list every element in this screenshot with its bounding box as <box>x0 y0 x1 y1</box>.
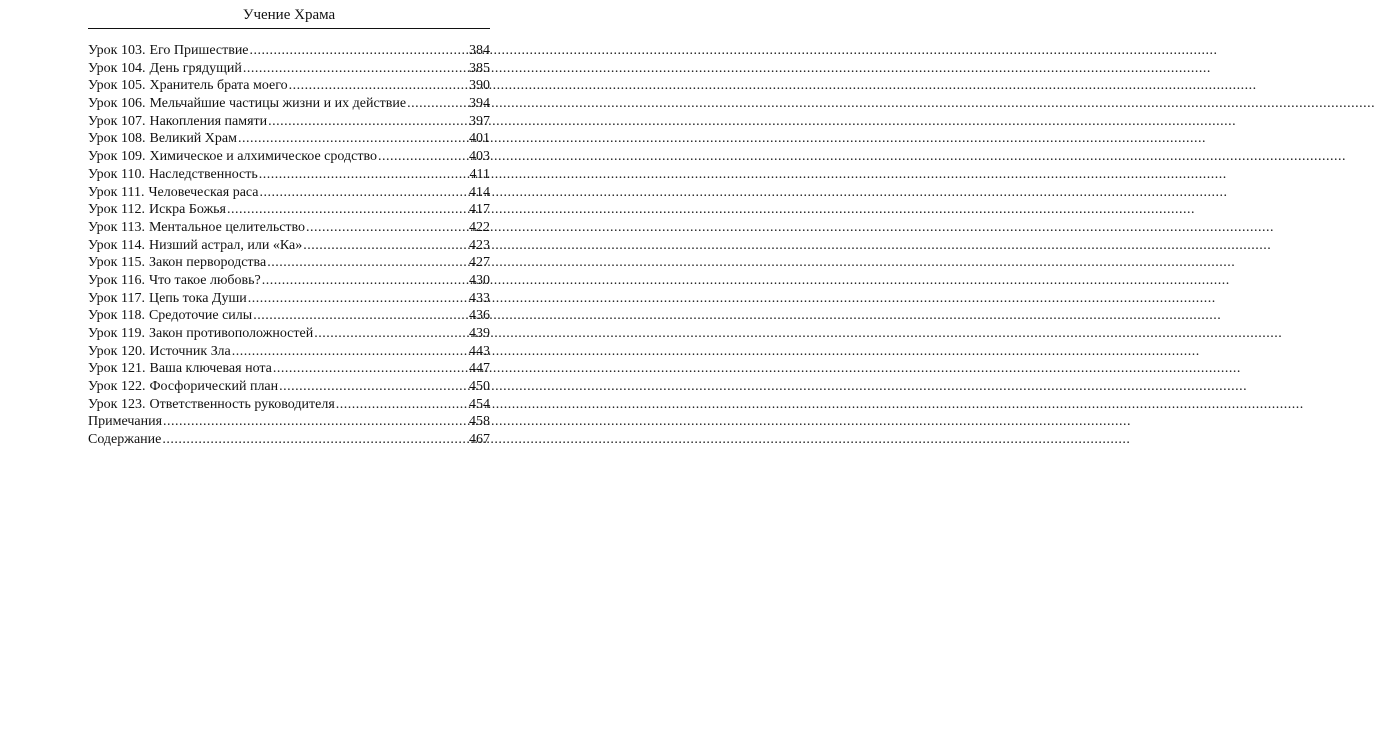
toc-entry[interactable] <box>88 290 490 308</box>
toc-entry-title: Закон противоположностей <box>148 326 314 341</box>
toc-dot-leader <box>314 325 468 343</box>
toc-entry-number: Урок 115. <box>88 255 145 271</box>
toc-entry-page-number: 458 <box>469 414 490 430</box>
toc-entry-number: Урок 120. <box>88 343 146 359</box>
toc-dot-leader <box>162 431 468 449</box>
toc-dot-leader <box>306 219 468 237</box>
toc-entry-page-number: 401 <box>469 131 490 147</box>
toc-entry-page-number: 447 <box>469 361 490 377</box>
toc-entry-page-number: 422 <box>469 219 490 235</box>
toc-entry-number: Урок 116. <box>88 272 145 288</box>
toc-entry[interactable] <box>88 184 490 202</box>
toc-entry[interactable] <box>88 42 490 60</box>
toc-entry-number: Урок 103. <box>88 43 146 58</box>
toc-entry-title: Великий Храм <box>149 131 237 147</box>
toc-entry-number: Урок 113. <box>88 219 145 235</box>
toc-entry[interactable] <box>88 325 490 343</box>
toc-entry[interactable] <box>88 201 490 219</box>
toc-entry-page-number: 450 <box>469 379 490 395</box>
toc-dot-leader <box>238 130 468 148</box>
toc-entry-title: Искра Божья <box>148 202 226 218</box>
toc-entry-title: Источник Зла <box>149 343 231 359</box>
toc-entry[interactable] <box>88 431 490 449</box>
toc-entry[interactable] <box>88 413 490 431</box>
toc-dot-leader <box>267 254 468 272</box>
toc-entry-page-number: 430 <box>469 272 490 288</box>
toc-dot-leader <box>407 95 468 113</box>
toc-entry-title: Примечания <box>88 414 163 430</box>
toc-entry-page-number: 454 <box>469 396 490 412</box>
toc-entry-number: Урок 111. <box>88 184 145 200</box>
toc-entry[interactable] <box>88 219 490 237</box>
toc-entry-number: Урок 121. <box>88 361 146 377</box>
toc-dot-leader <box>253 307 468 325</box>
toc-entry[interactable] <box>88 60 490 78</box>
toc-dot-leader <box>336 396 468 414</box>
toc-entry-page-number: 403 <box>469 149 490 165</box>
toc-entry[interactable] <box>88 166 490 184</box>
toc-entry-number: Урок 110. <box>88 166 145 182</box>
toc-entry-title: Его Пришествие <box>149 43 249 58</box>
toc-entry[interactable] <box>88 113 490 131</box>
toc-entry-title: Содержание <box>88 432 162 448</box>
toc-dot-leader <box>248 290 468 308</box>
toc-entry-number: Урок 112. <box>88 202 145 218</box>
toc-entry-title: Ментальное целительство <box>148 219 306 235</box>
toc-entry[interactable] <box>88 378 490 396</box>
toc-dot-leader <box>279 378 468 396</box>
toc-entry-page-number: 411 <box>469 166 490 182</box>
toc-entry-page-number: 384 <box>469 43 490 58</box>
toc-dot-leader <box>163 413 468 431</box>
toc-entry-title: Цепь тока Души <box>148 290 247 306</box>
toc-entry[interactable] <box>88 95 490 113</box>
toc-entry-page-number: 436 <box>469 308 490 324</box>
toc-dot-leader <box>273 360 468 378</box>
toc-dot-leader <box>260 184 468 202</box>
toc-entry-title: Ответственность руководителя <box>149 396 335 412</box>
toc-entry-title: Низший астрал, или «Ка» <box>148 237 303 253</box>
toc-entry[interactable] <box>88 396 490 414</box>
toc-entry-number: Урок 106. <box>88 96 146 112</box>
toc-dot-leader <box>259 166 469 184</box>
toc-entry-title: Фосфорический план <box>149 379 279 395</box>
toc-dot-leader <box>232 343 468 361</box>
toc-dot-leader <box>303 237 468 255</box>
toc-entry[interactable] <box>88 343 490 361</box>
toc-entry-page-number: 417 <box>469 202 490 218</box>
toc-entry-number: Урок 122. <box>88 379 146 395</box>
toc-entry-number: Урок 118. <box>88 308 145 324</box>
toc-entry-page-number: 385 <box>469 60 490 76</box>
toc-entry-number: Урок 119. <box>88 326 145 341</box>
toc-entry[interactable] <box>88 307 490 325</box>
toc-entry-title: Человеческая раса <box>148 184 259 200</box>
toc-entry-title: Ваша ключевая нота <box>149 361 272 377</box>
toc-entry-number: Урок 117. <box>88 290 145 306</box>
toc-dot-leader <box>289 77 468 95</box>
book-page <box>0 0 600 750</box>
toc-entry-number: Урок 114. <box>88 237 145 253</box>
toc-entry-title: Что такое любовь? <box>148 272 261 288</box>
toc-entry[interactable] <box>88 77 490 95</box>
toc-entry-title: Химическое и алхимическое сродство <box>149 149 377 165</box>
toc-entry-page-number: 390 <box>469 78 490 94</box>
toc-entry-title: Накопления памяти <box>149 113 268 129</box>
toc-dot-leader <box>250 42 468 60</box>
toc-entry[interactable] <box>88 148 490 166</box>
toc-entry-page-number: 414 <box>469 184 490 200</box>
toc-entry-page-number: 443 <box>469 343 490 359</box>
toc-entry-page-number: 433 <box>469 290 490 306</box>
toc-entry-title: Наследственность <box>148 166 258 182</box>
toc-entry-number: Урок 123. <box>88 396 146 412</box>
toc-entry[interactable] <box>88 272 490 290</box>
toc-entry-number: Урок 104. <box>88 60 146 76</box>
toc-entry[interactable] <box>88 130 490 148</box>
toc-entry-number: Урок 107. <box>88 113 146 129</box>
toc-dot-leader <box>268 113 468 131</box>
toc-entry-title: Закон первородства <box>148 255 267 271</box>
toc-entry-page-number: 394 <box>469 96 490 112</box>
toc-entry[interactable] <box>88 237 490 255</box>
toc-entry-title: Мельчайшие частицы жизни и их действие <box>149 96 407 112</box>
toc-entry-number: Урок 108. <box>88 131 146 147</box>
toc-entry[interactable] <box>88 254 490 272</box>
toc-entry-page-number: 439 <box>469 326 490 341</box>
toc-dot-leader <box>243 60 468 78</box>
header-rule <box>88 28 490 29</box>
toc-entry-title: Средоточие силы <box>148 308 253 324</box>
toc-entry-page-number: 467 <box>469 432 490 448</box>
toc-dot-leader <box>262 272 468 290</box>
toc-entry-number: Урок 109. <box>88 149 146 165</box>
toc-entry-number: Урок 105. <box>88 78 146 94</box>
toc-dot-leader <box>227 201 468 219</box>
toc-entry-title: День грядущий <box>149 60 242 76</box>
toc-entry-page-number: 427 <box>469 255 490 271</box>
toc-entry-title: Хранитель брата моего <box>149 78 288 94</box>
toc-entry[interactable] <box>88 360 490 378</box>
running-head-title: Учение Храма <box>242 7 336 23</box>
toc-entry-page-number: 423 <box>469 237 490 253</box>
table-of-contents <box>88 42 490 449</box>
toc-entry-page-number: 397 <box>469 113 490 129</box>
toc-dot-leader <box>378 148 468 166</box>
